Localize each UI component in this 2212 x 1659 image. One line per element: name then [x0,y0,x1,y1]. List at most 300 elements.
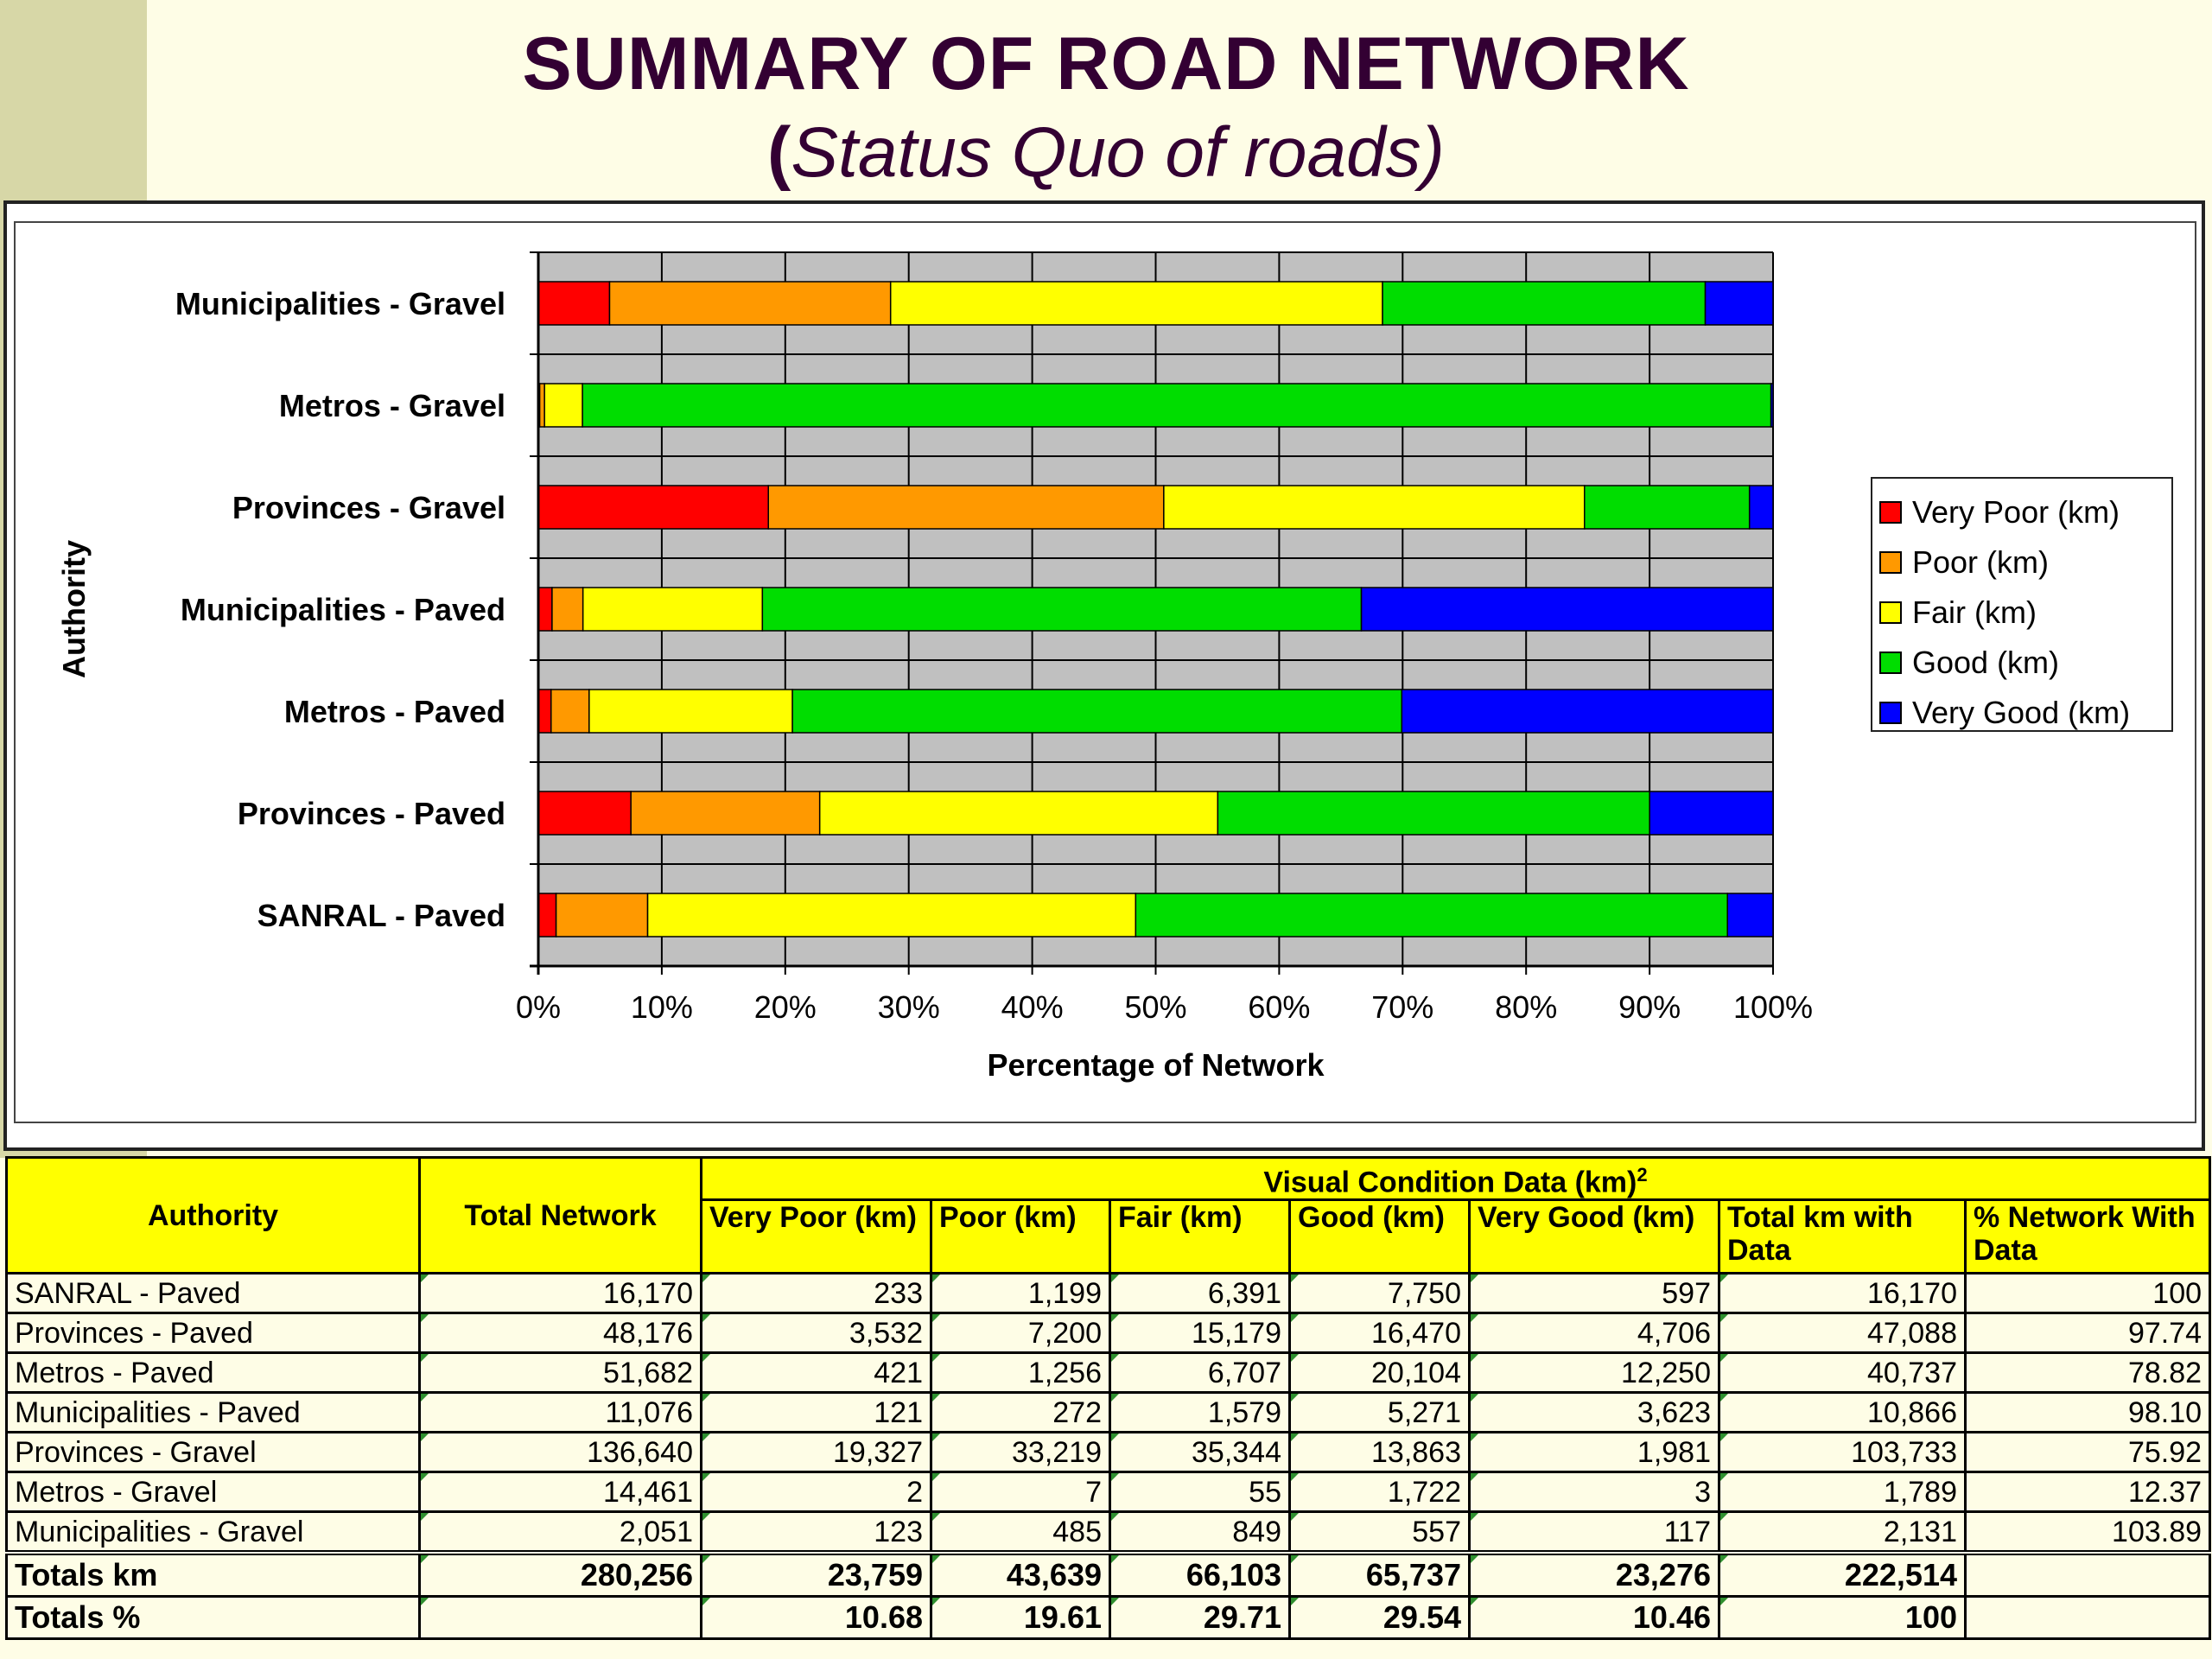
bar-segment [1135,893,1727,937]
table-cell [1470,1353,1719,1393]
legend-label: Very Poor (km) [1912,494,2120,530]
x-axis-title: Percentage of Network [987,1047,1325,1083]
bar-segment [538,690,551,733]
legend-swatch [1879,702,1902,724]
bar-segment [1217,791,1649,835]
table-cell [1470,1472,1719,1512]
table-cell [1719,1553,1966,1597]
legend-swatch [1879,501,1902,524]
table-cell [1110,1553,1290,1597]
table-row [7,1393,2210,1433]
x-tick-label: 100% [1732,989,1814,1025]
table-cell-authority: Totals km [7,1553,420,1597]
column-header: Very Good (km) [1470,1200,1719,1274]
table-cell-authority: Metros - Gravel [7,1472,420,1512]
cell-value: 7,200 [1027,1316,1102,1350]
cell-value: 1,256 [1027,1356,1102,1389]
bar-segment [538,282,609,325]
table-cell [702,1472,931,1512]
cell-marker [702,1473,710,1481]
cell-marker [1720,1598,1728,1605]
cell-value: 6,707 [1207,1356,1281,1389]
table-cell [931,1553,1110,1597]
table-row [7,1597,2210,1639]
table-cell-authority: Provinces - Gravel [7,1433,420,1472]
table-cell-authority: Metros - Paved [7,1353,420,1393]
bar-segment [538,486,768,529]
table-row [7,1313,2210,1353]
table-cell [931,1597,1110,1639]
bar-segment [1727,893,1773,937]
cell-value: 4,706 [1637,1316,1711,1350]
table-cell [931,1274,1110,1313]
table-cell [1290,1353,1470,1393]
table-cell [1719,1393,1966,1433]
table-cell-authority: SANRAL - Paved [7,1274,420,1313]
table-cell [1719,1353,1966,1393]
table-row [7,1472,2210,1512]
table-cell [1719,1313,1966,1353]
header-visual-condition [702,1158,2210,1200]
cell-value: 16,170 [1867,1276,1957,1310]
table-cell [931,1433,1110,1472]
bar-segment [538,588,552,631]
cell-value: 2 [906,1475,923,1509]
y-tick-label: Metros - Paved [283,694,505,729]
column-header: Poor (km) [931,1200,1110,1274]
cell-value: 35,344 [1192,1435,1281,1469]
header-visual-condition-sup: 2 [1637,1164,1648,1185]
table-row [7,1433,2210,1472]
cell-marker [1720,1274,1728,1282]
cell-value: 47,088 [1867,1316,1957,1350]
cell-value: 1,789 [1883,1475,1957,1509]
cell-marker [421,1274,429,1282]
cell-marker [702,1394,710,1402]
cell-marker [421,1354,429,1362]
legend-swatch [1879,551,1902,574]
y-tick-label: SANRAL - Paved [257,898,505,933]
cell-marker [421,1513,429,1521]
table-cell [1110,1512,1290,1554]
table-cell [1966,1274,2210,1313]
cell-marker [1471,1394,1478,1402]
table-cell [1470,1393,1719,1433]
table-cell [1290,1274,1470,1313]
cell-value: 14,461 [603,1475,693,1509]
table-cell [1110,1313,1290,1353]
cell-value: 136,640 [587,1435,693,1469]
cell-marker [1291,1555,1299,1563]
cell-marker [932,1354,940,1362]
cell-value: 29.71 [1203,1599,1281,1636]
cell-marker [1111,1433,1119,1441]
column-header: Very Poor (km) [702,1200,931,1274]
cell-marker [1111,1354,1119,1362]
table-cell [1966,1553,2210,1597]
cell-value: 1,981 [1637,1435,1711,1469]
column-header: Fair (km) [1110,1200,1290,1274]
cell-value: 6,391 [1207,1276,1281,1310]
cell-value: 597 [1662,1276,1711,1310]
cell-value: 1,579 [1207,1395,1281,1429]
cell-value: 1,199 [1027,1276,1102,1310]
cell-marker [1291,1314,1299,1322]
cell-value: 117 [1663,1515,1711,1548]
cell-marker [702,1354,710,1362]
table-cell [420,1353,702,1393]
table-cell [420,1313,702,1353]
cell-marker [1291,1354,1299,1362]
legend-label: Very Good (km) [1912,695,2131,730]
table-cell [931,1313,1110,1353]
bar-segment [583,588,763,631]
cell-value: 40,737 [1867,1356,1957,1389]
cell-marker [1291,1274,1299,1282]
cell-marker [1471,1598,1478,1605]
table-row [7,1512,2210,1554]
table-cell [420,1433,702,1472]
cell-value: 557 [1412,1515,1461,1548]
bar-segment [631,791,820,835]
table-cell [1470,1313,1719,1353]
bar-segment [1750,486,1773,529]
cell-value: 233 [874,1276,923,1310]
cell-value: 75.92 [2127,1435,2202,1469]
table-cell-authority: Municipalities - Paved [7,1393,420,1433]
cell-value: 849 [1232,1515,1281,1548]
legend-swatch [1879,652,1902,674]
table-cell [702,1313,931,1353]
cell-marker [1720,1433,1728,1441]
cell-value: 55 [1249,1475,1281,1509]
y-tick-label: Provinces - Paved [237,796,505,831]
bar-segment [544,384,582,427]
cell-marker [1720,1513,1728,1521]
cell-marker [1291,1513,1299,1521]
cell-value: 12,250 [1621,1356,1711,1389]
bar-segment [551,690,589,733]
x-tick-label: 80% [1495,989,1558,1025]
cell-value: 3,623 [1637,1395,1711,1429]
table-cell [1966,1313,2210,1353]
cell-marker [702,1513,710,1521]
cell-marker [1471,1433,1478,1441]
table-cell [1110,1274,1290,1313]
legend-item [1879,487,2171,537]
cell-value: 7 [1085,1475,1102,1509]
table-cell [1290,1433,1470,1472]
table-cell-authority: Municipalities - Gravel [7,1512,420,1554]
table-cell [1290,1512,1470,1554]
legend-label: Poor (km) [1912,544,2050,580]
legend-item [1879,638,2171,688]
table-cell [420,1472,702,1512]
column-header: % Network With Data [1966,1200,2210,1274]
column-header: Total km with Data [1719,1200,1966,1274]
cell-value: 485 [1052,1515,1102,1548]
table-cell [702,1597,931,1639]
x-tick-label: 30% [877,989,940,1025]
table-cell [420,1512,702,1554]
cell-value: 43,639 [1006,1557,1102,1593]
cell-marker [1471,1555,1478,1563]
bar-segment [1382,282,1706,325]
cell-marker [932,1314,940,1322]
cell-value: 51,682 [603,1356,693,1389]
table-cell [1290,1472,1470,1512]
table-cell [1966,1393,2210,1433]
cell-value: 98.10 [2127,1395,2202,1429]
table-cell [702,1274,931,1313]
cell-value: 7,750 [1387,1276,1461,1310]
cell-value: 100 [2152,1276,2202,1310]
cell-marker [932,1433,940,1441]
cell-value: 10,866 [1867,1395,1957,1429]
table-cell [1110,1472,1290,1512]
table-row [7,1553,2210,1597]
cell-value: 10.46 [1632,1599,1711,1636]
bar-segment [1771,384,1773,427]
table-cell-authority: Totals % [7,1597,420,1639]
cell-value: 2,051 [619,1515,693,1548]
y-tick-label: Metros - Gravel [278,388,505,423]
legend-label: Fair (km) [1912,594,2037,630]
table-cell [931,1393,1110,1433]
cell-marker [1291,1598,1299,1605]
cell-value: 78.82 [2127,1356,2202,1389]
cell-value: 5,271 [1387,1395,1461,1429]
bar-segment [582,384,1770,427]
cell-value: 11,076 [605,1395,693,1429]
cell-marker [932,1394,940,1402]
bar-segment [552,588,583,631]
cell-marker [932,1555,940,1563]
bar-segment [1585,486,1750,529]
bar-segment [768,486,1164,529]
table-cell [420,1597,702,1639]
column-header: Good (km) [1290,1200,1470,1274]
data-table-wrap [5,1156,2209,1640]
cell-value: 20,104 [1371,1356,1461,1389]
table-cell [702,1393,931,1433]
table-cell [931,1472,1110,1512]
header-visual-condition-text: Visual Condition Data (km) [1263,1166,1637,1199]
table-cell [1470,1433,1719,1472]
cell-marker [421,1314,429,1322]
x-tick-label: 40% [1001,989,1064,1025]
cell-marker [421,1433,429,1441]
table-row [7,1274,2210,1313]
road-network-table [5,1156,2211,1640]
table-cell [1470,1553,1719,1597]
table-cell [420,1553,702,1597]
table-cell [1110,1393,1290,1433]
cell-marker [702,1314,710,1322]
cell-marker [932,1274,940,1282]
cell-marker [1720,1314,1728,1322]
legend-label: Good (km) [1912,645,2060,680]
table-cell [1966,1512,2210,1554]
cell-value: 2,131 [1883,1515,1957,1548]
cell-value: 97.74 [2127,1316,2202,1350]
table-cell [1719,1472,1966,1512]
table-cell [1290,1313,1470,1353]
subtitle-text: Status Quo of roads) [791,113,1445,192]
y-tick-label: Provinces - Gravel [232,490,505,525]
cell-marker [1111,1394,1119,1402]
bar-segment [792,690,1402,733]
cell-value: 66,103 [1185,1557,1281,1593]
cell-marker [1111,1314,1119,1322]
cell-value: 16,470 [1371,1316,1461,1350]
cell-value: 65,737 [1365,1557,1461,1593]
table-cell [702,1353,931,1393]
bar-segment [820,791,1218,835]
table-cell [931,1512,1110,1554]
cell-marker [702,1555,710,1563]
header-authority: Authority [7,1158,420,1274]
cell-marker [1720,1354,1728,1362]
cell-marker [702,1433,710,1441]
bar-segment [538,791,631,835]
cell-value: 280,256 [580,1557,693,1593]
table-cell [702,1512,931,1554]
cell-value: 19,327 [833,1435,923,1469]
table-cell [1110,1433,1290,1472]
bar-segment [540,384,545,427]
bar-segment [762,588,1361,631]
cell-marker [1720,1473,1728,1481]
bar-segment [609,282,890,325]
cell-marker [1111,1473,1119,1481]
x-tick-label: 10% [630,989,693,1025]
table-cell [1719,1597,1966,1639]
bar-segment [589,690,792,733]
cell-marker [1720,1394,1728,1402]
header-total-network: Total Network [420,1158,702,1274]
table-cell [1719,1274,1966,1313]
x-tick-label: 90% [1618,989,1681,1025]
cell-value: 23,276 [1615,1557,1711,1593]
cell-marker [1291,1473,1299,1481]
table-cell [1110,1597,1290,1639]
cell-marker [702,1598,710,1605]
y-tick-label: Municipalities - Paved [180,592,505,627]
chart-legend [1871,477,2173,732]
cell-marker [1111,1555,1119,1563]
table-cell [1470,1597,1719,1639]
cell-marker [932,1513,940,1521]
cell-value: 272 [1052,1395,1102,1429]
cell-value: 10.68 [844,1599,923,1636]
cell-value: 33,219 [1012,1435,1102,1469]
table-cell [1290,1393,1470,1433]
bar-segment [1164,486,1585,529]
page-title: SUMMARY OF ROAD NETWORK [522,22,1690,105]
cell-value: 23,759 [827,1557,923,1593]
cell-marker [1111,1274,1119,1282]
legend-swatch [1879,601,1902,624]
x-tick-label: 20% [753,989,817,1025]
table-cell [1470,1274,1719,1313]
table-cell [1290,1597,1470,1639]
cell-value: 103,733 [1851,1435,1957,1469]
cell-marker [932,1473,940,1481]
bar-segment [538,893,556,937]
cell-marker [421,1473,429,1481]
table-cell [1470,1512,1719,1554]
cell-value: 103.89 [2112,1515,2202,1548]
legend-item [1879,588,2171,638]
cell-marker [421,1598,429,1605]
cell-value: 15,179 [1192,1316,1281,1350]
table-cell [931,1353,1110,1393]
cell-value: 123 [874,1515,923,1548]
cell-marker [1720,1555,1728,1563]
table-cell [1290,1553,1470,1597]
cell-marker [1111,1513,1119,1521]
cell-value: 48,176 [603,1316,693,1350]
table-cell [702,1553,931,1597]
cell-value: 16,170 [603,1276,693,1310]
bar-segment [891,282,1382,325]
cell-value: 3,532 [849,1316,923,1350]
bar-segment [1362,588,1773,631]
cell-marker [1111,1598,1119,1605]
table-cell [1719,1433,1966,1472]
cell-value: 3 [1694,1475,1711,1509]
cell-marker [702,1274,710,1282]
bar-segment [1649,791,1773,835]
x-tick-label: 70% [1371,989,1434,1025]
cell-marker [932,1598,940,1605]
cell-marker [421,1555,429,1563]
table-cell [702,1433,931,1472]
cell-marker [1471,1354,1478,1362]
cell-value: 222,514 [1844,1557,1957,1593]
bar-segment [1402,690,1773,733]
cell-value: 100 [1904,1599,1957,1636]
x-tick-label: 60% [1248,989,1311,1025]
legend-item [1879,688,2171,738]
cell-marker [1471,1274,1478,1282]
table-cell [1110,1353,1290,1393]
cell-marker [1471,1314,1478,1322]
y-tick-label: Municipalities - Gravel [175,286,505,321]
cell-value: 12.37 [2127,1475,2202,1509]
table-row [7,1353,2210,1393]
bar-segment [648,893,1136,937]
cell-value: 29.54 [1382,1599,1461,1636]
cell-value: 19.61 [1023,1599,1102,1636]
table-cell [1966,1433,2210,1472]
x-tick-label: 0% [515,989,562,1025]
x-tick-label: 50% [1124,989,1187,1025]
legend-item [1879,537,2171,588]
cell-marker [1471,1513,1478,1521]
cell-value: 13,863 [1371,1435,1461,1469]
cell-marker [1291,1433,1299,1441]
table-cell [1966,1353,2210,1393]
table-cell [420,1274,702,1313]
bar-segment [1706,282,1773,325]
bar-segment [556,893,648,937]
cell-marker [421,1394,429,1402]
table-cell [1966,1472,2210,1512]
table-cell [420,1393,702,1433]
cell-value: 1,722 [1387,1475,1461,1509]
